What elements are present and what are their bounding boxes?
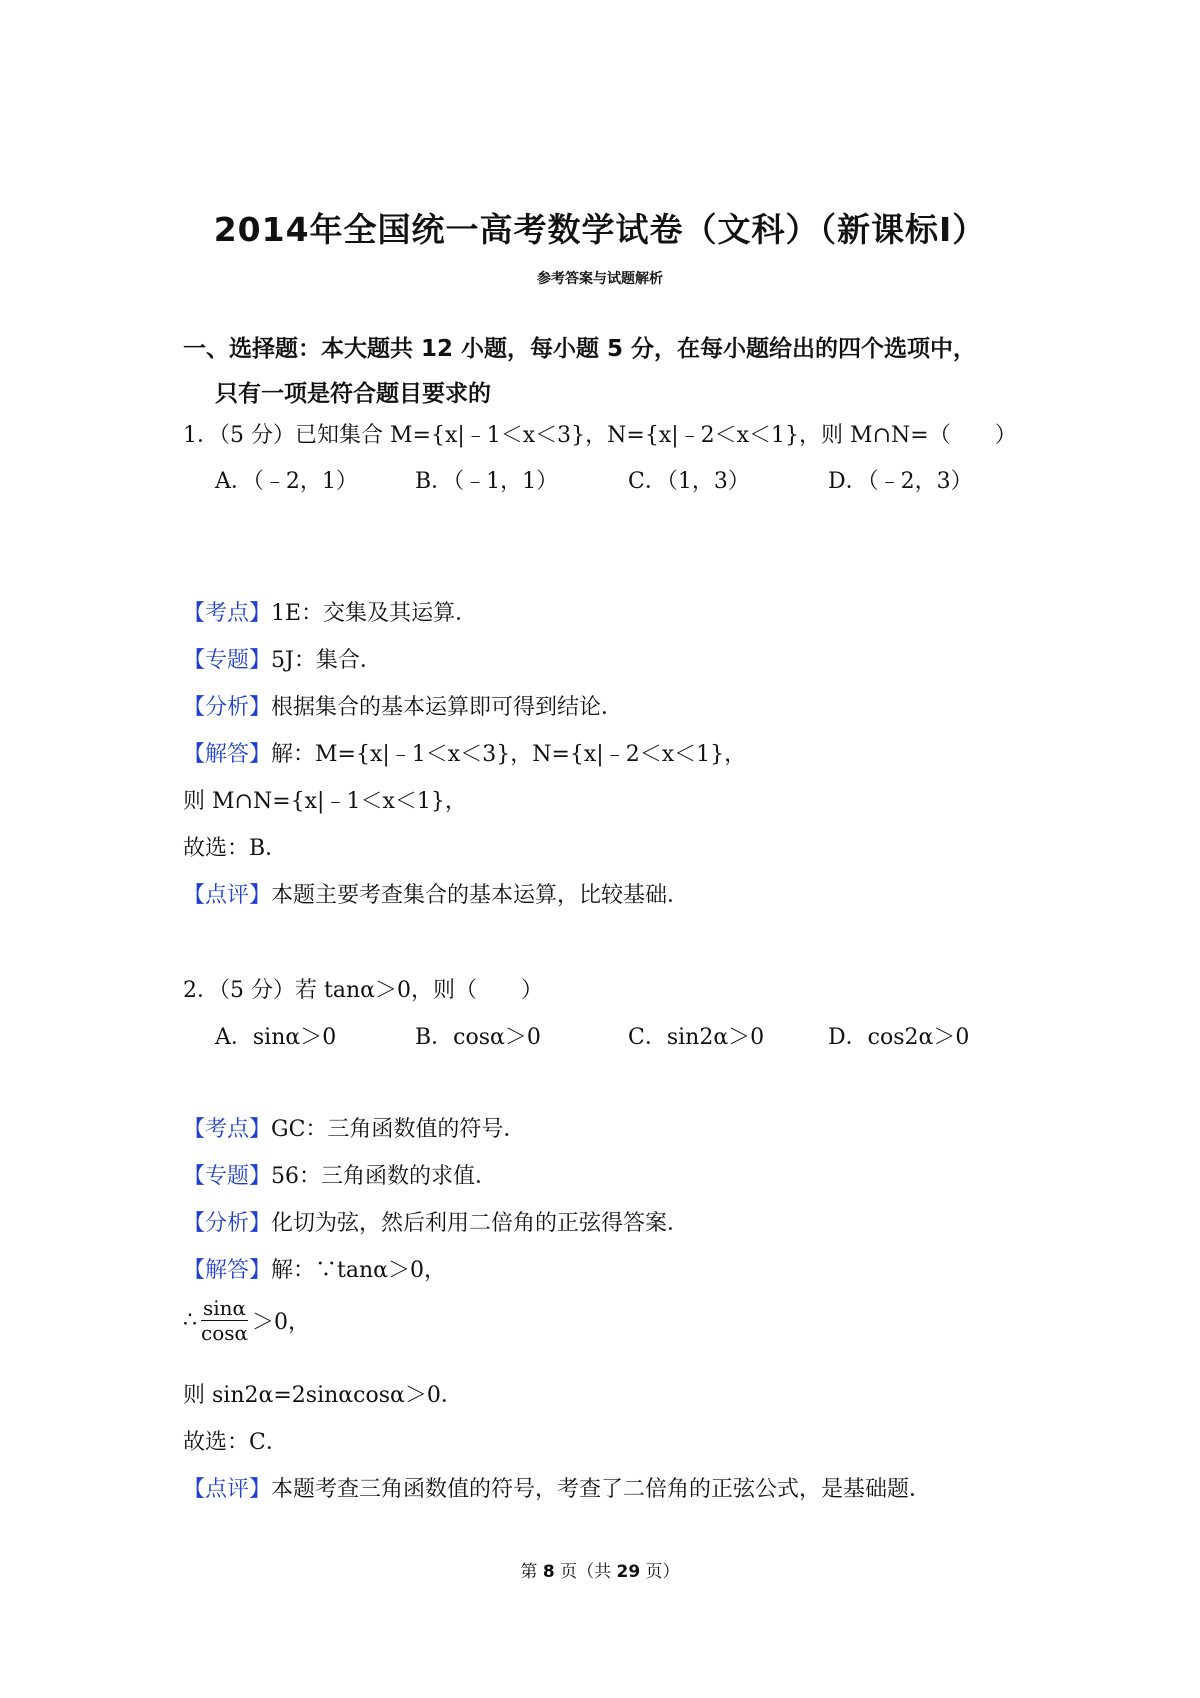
q2-option-a: A．sinα＞0	[215, 1025, 337, 1050]
q1-dianping	[183, 878, 689, 909]
q2-dianping	[183, 1472, 931, 1503]
jieda-tag: 【解答】	[183, 742, 272, 767]
dianping-text: 本题主要考查集合的基本运算，比较基础．	[271, 883, 690, 908]
kaodian-tag: 【考点】	[183, 1117, 272, 1142]
page-title: 2014年全国统一高考数学试卷（文科）（新课标Ⅰ）	[213, 210, 987, 249]
footer-middle: 页（共	[554, 1562, 617, 1582]
question-2-stem: 2．（5 分）若 tanα＞0，则（ ）	[183, 978, 543, 1003]
fraction-tail: ＞0，	[252, 1310, 311, 1335]
kaodian-text: 1E：交集及其运算．	[271, 601, 478, 626]
q1-option-b: B．（﹣1，1）	[415, 469, 559, 494]
fenxi-text: 根据集合的基本运算即可得到结论．	[271, 695, 624, 720]
fraction	[199, 1296, 250, 1345]
q1-kaodian	[183, 596, 477, 627]
therefore-symbol: ∴	[183, 1308, 197, 1333]
kaodian-tag: 【考点】	[183, 601, 272, 626]
page-total: 29	[616, 1562, 641, 1582]
q2-fenxi	[183, 1206, 689, 1237]
q1-option-d: D．（﹣2，3）	[828, 469, 973, 494]
jieda-tag: 【解答】	[183, 1258, 272, 1283]
fenxi-text: 化切为弦，然后利用二倍角的正弦得答案．	[271, 1211, 690, 1236]
q2-fraction-line	[183, 1296, 310, 1345]
page-footer	[0, 1557, 1200, 1582]
q2-kaodian	[183, 1112, 525, 1143]
q2-option-c: C．sin2α＞0	[628, 1025, 765, 1050]
q2-option-d: D．cos2α＞0	[828, 1025, 970, 1050]
q1-option-c: C．（1，3）	[628, 469, 750, 494]
zhuanti-tag: 【专题】	[183, 648, 272, 673]
jieda-text: 解：∵tanα＞0，	[271, 1258, 446, 1283]
dianping-tag: 【点评】	[183, 883, 272, 908]
q2-choice: 故选：C．	[183, 1430, 288, 1455]
q1-choice: 故选：B．	[183, 836, 288, 861]
q2-step: 则 sin2α=2sinαcosα＞0．	[183, 1383, 463, 1408]
footer-prefix: 第	[520, 1562, 543, 1582]
q1-step: 则 M∩N={x|﹣1＜x＜1}，	[183, 789, 467, 814]
fenxi-tag: 【分析】	[183, 1211, 272, 1236]
q1-zhuanti	[183, 643, 382, 674]
kaodian-text: GC：三角函数值的符号．	[271, 1117, 526, 1142]
fraction-numerator: sinα	[202, 1296, 247, 1320]
section-heading-cont: 只有一项是符合题目要求的	[215, 381, 491, 407]
q2-jieda	[183, 1253, 446, 1284]
section-heading: 一、选择题：本大题共 12 小题，每小题 5 分，在每小题给出的四个选项中，	[183, 336, 977, 362]
jieda-text: 解：M={x|﹣1＜x＜3}，N={x|﹣2＜x＜1}，	[271, 742, 747, 767]
q2-zhuanti	[183, 1159, 497, 1190]
q1-option-a: A．（﹣2，1）	[215, 469, 358, 494]
dianping-text: 本题考查三角函数值的符号，考查了二倍角的正弦公式，是基础题．	[271, 1477, 932, 1502]
dianping-tag: 【点评】	[183, 1477, 272, 1502]
fraction-denominator: cosα	[201, 1321, 249, 1345]
zhuanti-text: 56：三角函数的求值．	[271, 1164, 498, 1189]
q1-fenxi	[183, 690, 623, 721]
zhuanti-text: 5J：集合．	[271, 648, 382, 673]
question-1-stem: 1．（5 分）已知集合 M={x|﹣1＜x＜3}，N={x|﹣2＜x＜1}，则 M∩N=（ ）	[183, 423, 1017, 448]
page-subtitle: 参考答案与试题解析	[537, 271, 663, 287]
zhuanti-tag: 【专题】	[183, 1164, 272, 1189]
page-number: 8	[542, 1562, 555, 1582]
q1-jieda	[183, 737, 746, 768]
footer-suffix: 页）	[640, 1562, 680, 1582]
fenxi-tag: 【分析】	[183, 695, 272, 720]
q2-option-b: B．cosα＞0	[415, 1025, 541, 1050]
